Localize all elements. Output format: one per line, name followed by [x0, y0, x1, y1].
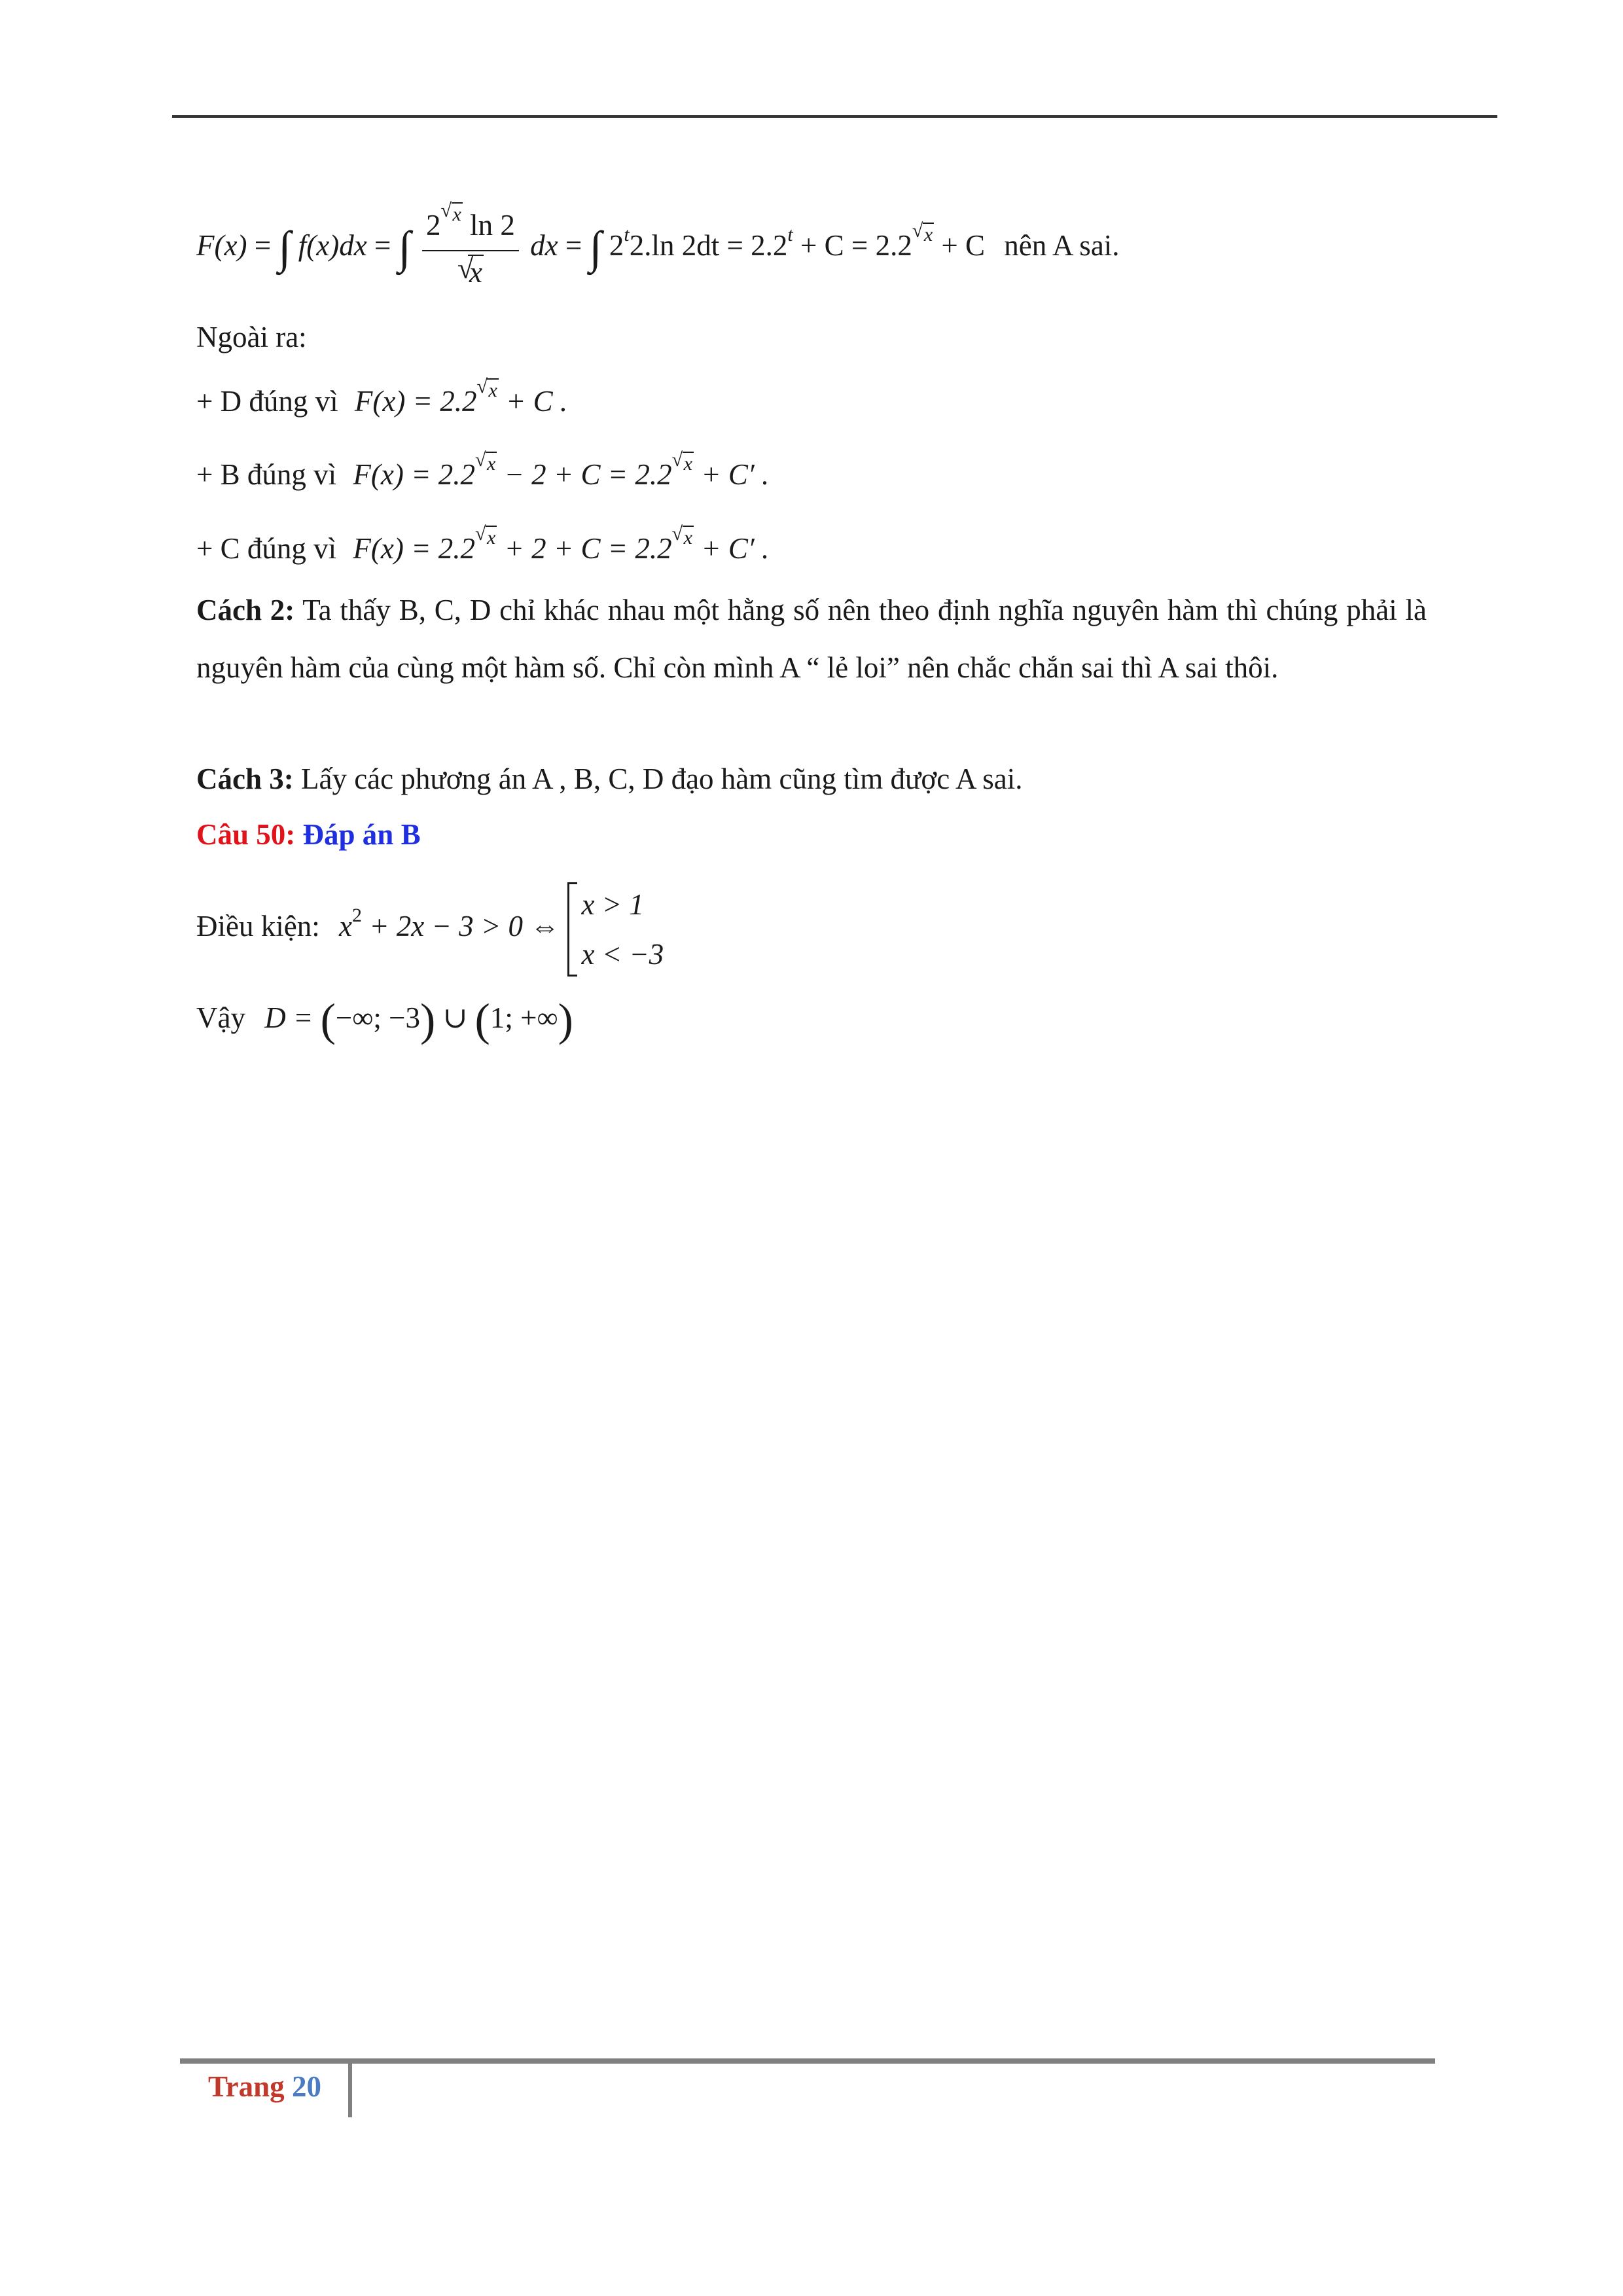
footer-rule [180, 2058, 1435, 2064]
fraction-numerator-tail: ln 2 [470, 208, 515, 242]
footer-divider [348, 2058, 352, 2117]
page-label: Trang [208, 2070, 285, 2103]
cach3-text: Lấy các phương án A , B, C, D đạo hàm cũng tìm được A sai. [300, 762, 1023, 795]
bullet-c: + C đúng vì F(x) = 2.2 $^{√ x}$ + 2 + C = 2.2 $^{√ x}$ + C′ . [196, 523, 770, 565]
page-value: 20 [291, 2070, 321, 2103]
header-rule [172, 115, 1497, 118]
integral-sign: ∫ [278, 223, 291, 274]
formula-line: F(x) = ∫ f(x)dx = ∫ 2 $^{√ x}$ ln 2 √ x dx = ∫ 2$^t$2.ln $2dt = 2.2^t + C = 2.2$ $^{√ x}$ + C nên A sai. [196, 196, 1120, 295]
dieu-kien-line: Điều kiện: $x^2 + 2x - 3 > 0$ ⇔ x > 1 x < −3 [196, 870, 664, 982]
formula-suffix: nên A sai. [1004, 229, 1120, 262]
ngoai-ra-label: Ngoài ra: [196, 321, 307, 353]
formula-lhs: F(x) [196, 229, 247, 262]
integral-sign: ∫ [589, 223, 602, 274]
formula-eq2: 2.2 [875, 229, 912, 262]
formula-eq2-tail: + C [941, 229, 986, 262]
fraction-denominator: x [469, 255, 482, 289]
vay-label: Vậy [196, 1001, 245, 1034]
fraction-numerator-base: 2 [426, 208, 441, 242]
formula-dx: dx [530, 229, 558, 262]
integral-sign: ∫ [398, 223, 411, 274]
bullet-b: + B đúng vì F(x) = 2.2 $^{√ x}$ − 2 + C = 2.2 $^{√ x}$ + C′ . [196, 449, 770, 491]
cach2-paragraph [196, 581, 1427, 696]
case-2: x < −3 [581, 937, 664, 971]
cach3-label: Cách 3: [196, 762, 294, 795]
page-number [208, 2070, 321, 2104]
vay-line: Vậy D = (−∞; −3) ∪ (1; +∞) [196, 995, 573, 1046]
fraction: 2 $^{√ x}$ ln 2 √ x [422, 207, 519, 291]
formula-integrand-3: 2.ln 2dt [629, 229, 720, 262]
dieu-kien-label: Điều kiện: [196, 910, 320, 942]
formula-plus-c: + C [800, 229, 844, 262]
formula-integrand-1: f(x)dx [298, 229, 367, 262]
cau50-answer: Đáp án B [302, 818, 421, 851]
cach2-label: Cách 2: [196, 594, 295, 626]
cau50-label: Câu 50: [196, 818, 296, 851]
cach2-text: Ta thấy B, C, D chỉ khác nhau một hằng số nên theo định nghĩa nguyên hàm thì chúng phải là nguyên hàm của cùng một hàm số. Chỉ còn mình A “ lẻ loi” nên chắc chắn sai thì A sai thôi. [196, 594, 1427, 684]
formula-eq1: 2.2 [751, 229, 788, 262]
cases-bracket [567, 880, 664, 979]
case-1: x > 1 [581, 888, 644, 921]
cach3-paragraph [196, 759, 1022, 798]
cau50-heading [196, 815, 421, 854]
set-1: −∞; −3 [335, 1001, 421, 1034]
set-2: 1; +∞ [490, 1001, 558, 1034]
bullet-d: + D đúng vì F(x) = 2.2 $^{√ x}$ + C . [196, 376, 568, 418]
dieu-kien-expr: + 2x − 3 > 0 ⇔ [369, 910, 560, 942]
